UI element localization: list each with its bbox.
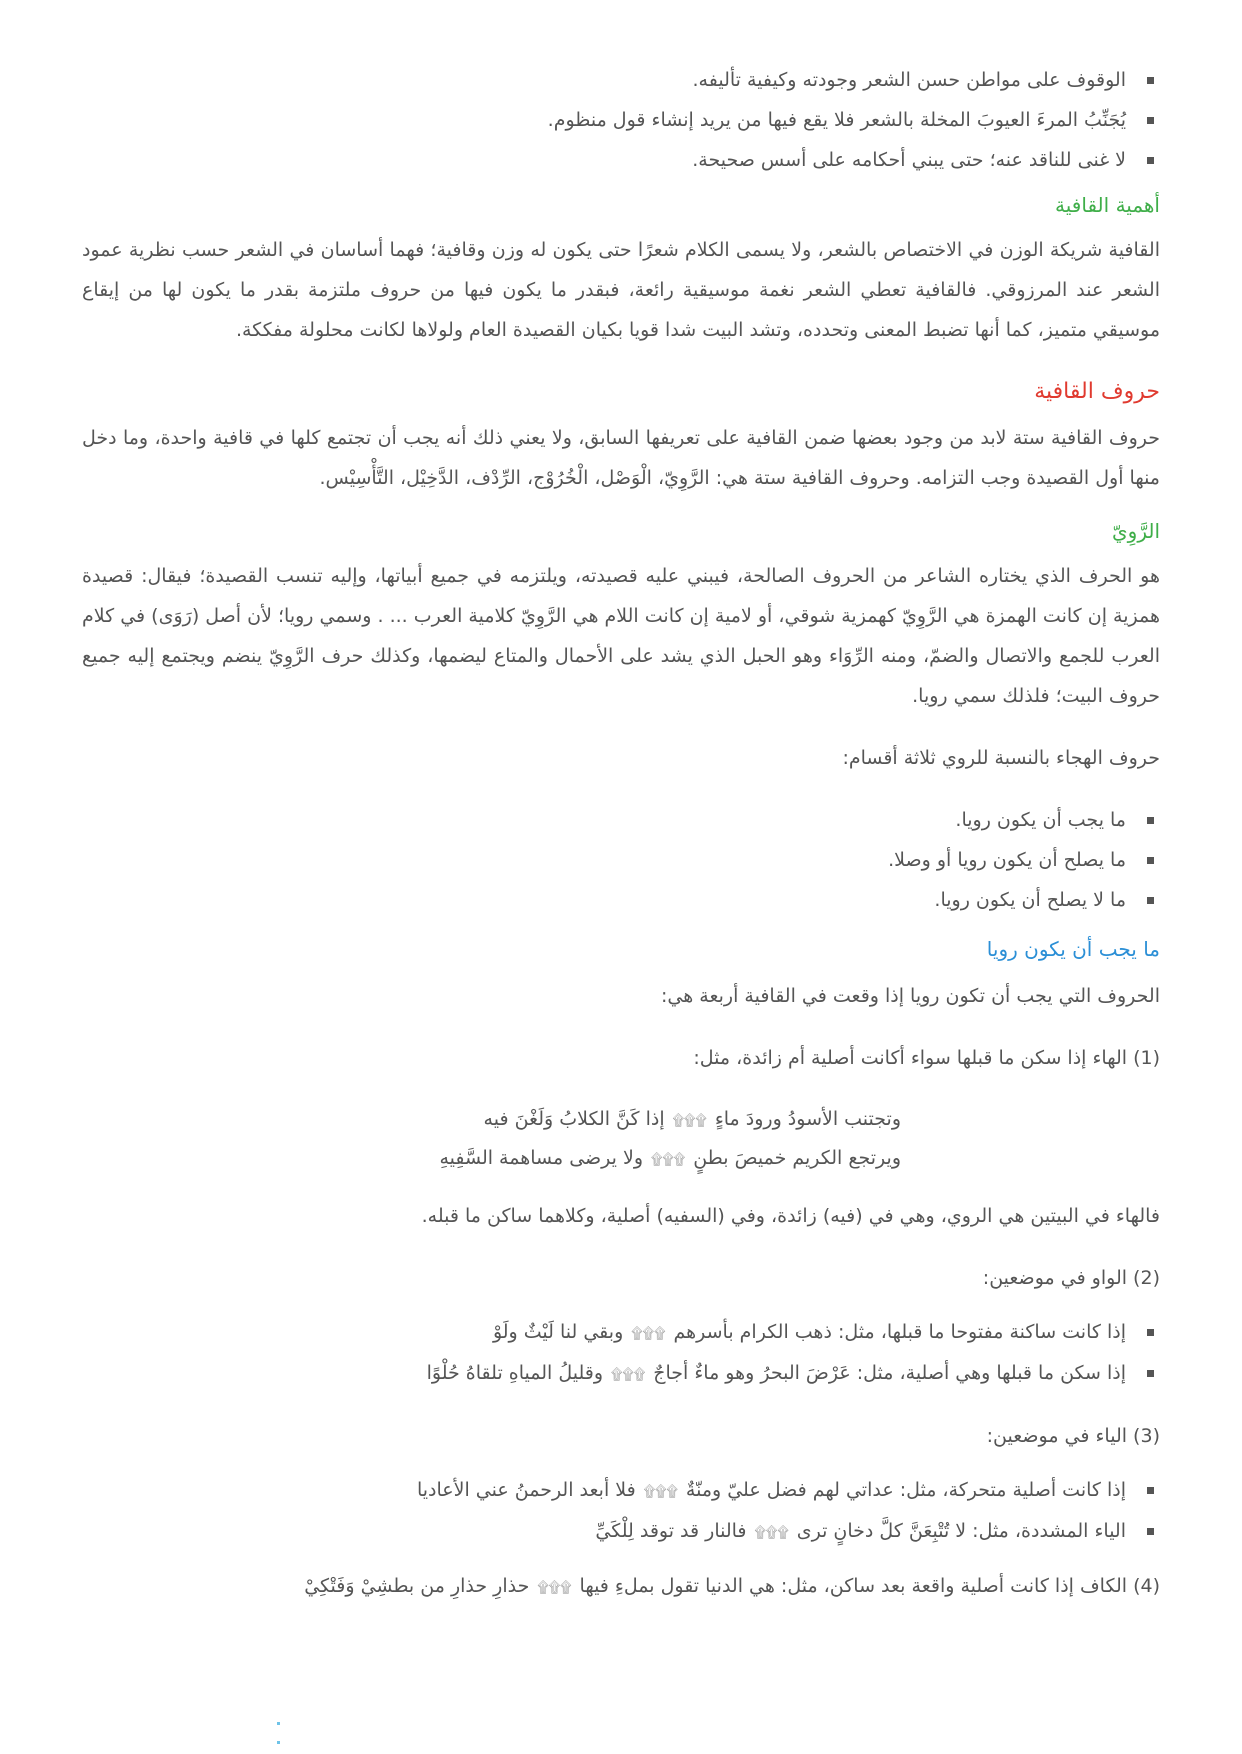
separator-glyph: ۩۩۩ (611, 1365, 646, 1383)
footer-decoration (260, 1710, 380, 1714)
list-item: الوقوف على مواطن حسن الشعر وجودته وكيفية تأليفه. (82, 60, 1160, 100)
item-3-text: (3) الياء في موضعين: (986, 1425, 1160, 1447)
separator-glyph: ۩۩۩ (631, 1324, 666, 1342)
item-2-text: (2) الواو في موضعين: (982, 1267, 1160, 1289)
paragraph-importance: القافية شريكة الوزن في الاختصاص بالشعر، ولا يسمى الكلام شعرًا حتى يكون له وزن وقافية؛ فهما أساسان في الشعر حسب نظرية عمود الشعر عند المرزوقي. فالقافية تعطي الشعر نغمة موسيقية رائعة، فبقدر ما يكون فيها من حروف ملتزمة بقدر ما يكون لها من إيقاع موسيقي متميز، كما أنها تضبط المعنى وتحدده، وتشد البيت شدا قويا بكيان القصيدة العام ولولاها لكانت محلولة مفككة. (82, 239, 1160, 341)
divisions-list (82, 800, 1160, 920)
separator-glyph: ۩۩۩ (651, 1150, 686, 1168)
poem-note: فالهاء في البيتين هي الروي، وهي في (فيه) زائدة، وفي (السفيه) أصلية، وكلاهما ساكن ما قبله. (421, 1205, 1160, 1227)
list-item: إذا كانت ساكنة مفتوحا ما قبلها، مثل: ذهب الكرام بأسرهم۩۩۩وبقي لنا لَيْثٌ ولَوْ (82, 1312, 1160, 1353)
poem-verse (341, 1100, 901, 1139)
list-item: ما لا يصلح أن يكون رويا. (82, 880, 1160, 920)
section-heading-rawi: الرَّوِيّ (1112, 519, 1160, 543)
list-item: ما يصلح أن يكون رويا أو وصلا. (82, 840, 1160, 880)
list-item: إذا سكن ما قبلها وهي أصلية، مثل: عَرْضَ البحرُ وهو ماءٌ أجاجٌ۩۩۩وقليلُ المياهِ تلقاهُ حُلْوًا (82, 1353, 1160, 1394)
must-be-intro: الحروف التي يجب أن تكون رويا إذا وقعت في القافية أربعة هي: (660, 985, 1160, 1007)
verse-first-hemistich: ويرتجع الكريم خميصَ بطنٍ (693, 1147, 901, 1169)
list-item: لا غنى للناقد عنه؛ حتى يبني أحكامه على أسس صحيحة. (82, 140, 1160, 180)
item-1-text: (1) الهاء إذا سكن ما قبلها سواء أكانت أصلية أم زائدة، مثل: (693, 1047, 1160, 1069)
separator-glyph: ۩۩۩ (537, 1578, 572, 1596)
verse-second-hemistich: ولا يرضى مساهمة السَّفِيهِ (439, 1147, 643, 1169)
list-item: إذا كانت أصلية متحركة، مثل: عداتي لهم فضل عليّ ومنّةٌ۩۩۩فلا أبعد الرحمنُ عني الأعاديا (82, 1470, 1160, 1511)
list-item: يُجَنِّبُ المرءَ العيوبَ المخلة بالشعر فلا يقع فيها من يريد إنشاء قول منظوم. (82, 100, 1160, 140)
section-heading-must-be: ما يجب أن يكون رويا (986, 937, 1160, 961)
separator-glyph: ۩۩۩ (754, 1523, 789, 1541)
verse-second-hemistich: إذا كَنَّ الكلابُ وَلَغْنَ فيه (483, 1108, 665, 1130)
item-2-bullet-list (82, 1312, 1160, 1394)
list-item: ما يجب أن يكون رويا. (82, 800, 1160, 840)
item-3-bullet-list (82, 1470, 1160, 1552)
verse-first-hemistich: وتجتنب الأسودُ ورودَ ماءٍ (714, 1108, 901, 1130)
poem-verse (341, 1139, 901, 1178)
divisions-intro: حروف الهجاء بالنسبة للروي ثلاثة أقسام: (842, 747, 1160, 769)
poem-block (341, 1100, 901, 1178)
intro-bullet-list (82, 60, 1160, 180)
separator-glyph: ۩۩۩ (672, 1111, 707, 1129)
separator-glyph: ۩۩۩ (643, 1482, 678, 1500)
list-item: الياء المشددة، مثل: لا تُتْبِعَنَّ كلَّ دخانٍ ترى۩۩۩فالنار قد توقد لِلْكَيِّ (82, 1511, 1160, 1552)
paragraph-letters: حروف القافية ستة لابد من وجود بعضها ضمن القافية على تعريفها السابق، ولا يعني ذلك أنه يجب أن تجتمع كلها في قافية واحدة، وما دخل منها أول القصيدة وجب التزامه. وحروف القافية ستة هي: الرَّوِيّ، الْوَصْل، الْخُرُوْج، الرِّدْف، الدَّخِيْل، التَّأْسِيْس. (82, 427, 1160, 489)
paragraph-rawi: هو الحرف الذي يختاره الشاعر من الحروف الصالحة، فيبني عليه قصيدته، ويلتزمه في جميع أبياتها، وإليه تنسب القصيدة؛ فيقال: قصيدة همزية إن كانت الهمزة هي الرَّوِيّ كهمزية شوقي، أو لامية إن كانت اللام هي الرَّوِيّ كلامية العرب ... . وسمي رويا؛ لأن أصل (رَوَى) في كلام العرب للجمع والاتصال والضمّ، ومنه الرِّوَاء وهو الحبل الذي يشد على الأحمال والمتاع ليضمها، وكذلك حرف الرَّوِيّ ينضم ويجتمع إليه جميع حروف البيت؛ فلذلك سمي رويا. (82, 565, 1160, 707)
section-heading-importance: أهمية القافية (1055, 193, 1160, 217)
section-heading-letters: حروف القافية (1034, 379, 1160, 404)
item-4-text: (4) الكاف إذا كانت أصلية واقعة بعد ساكن، مثل: هي الدنيا تقول بملءِ فيها۩۩۩حذارِ حذارِ من بطشِيْ وَفَتْكِيْ (304, 1575, 1160, 1597)
